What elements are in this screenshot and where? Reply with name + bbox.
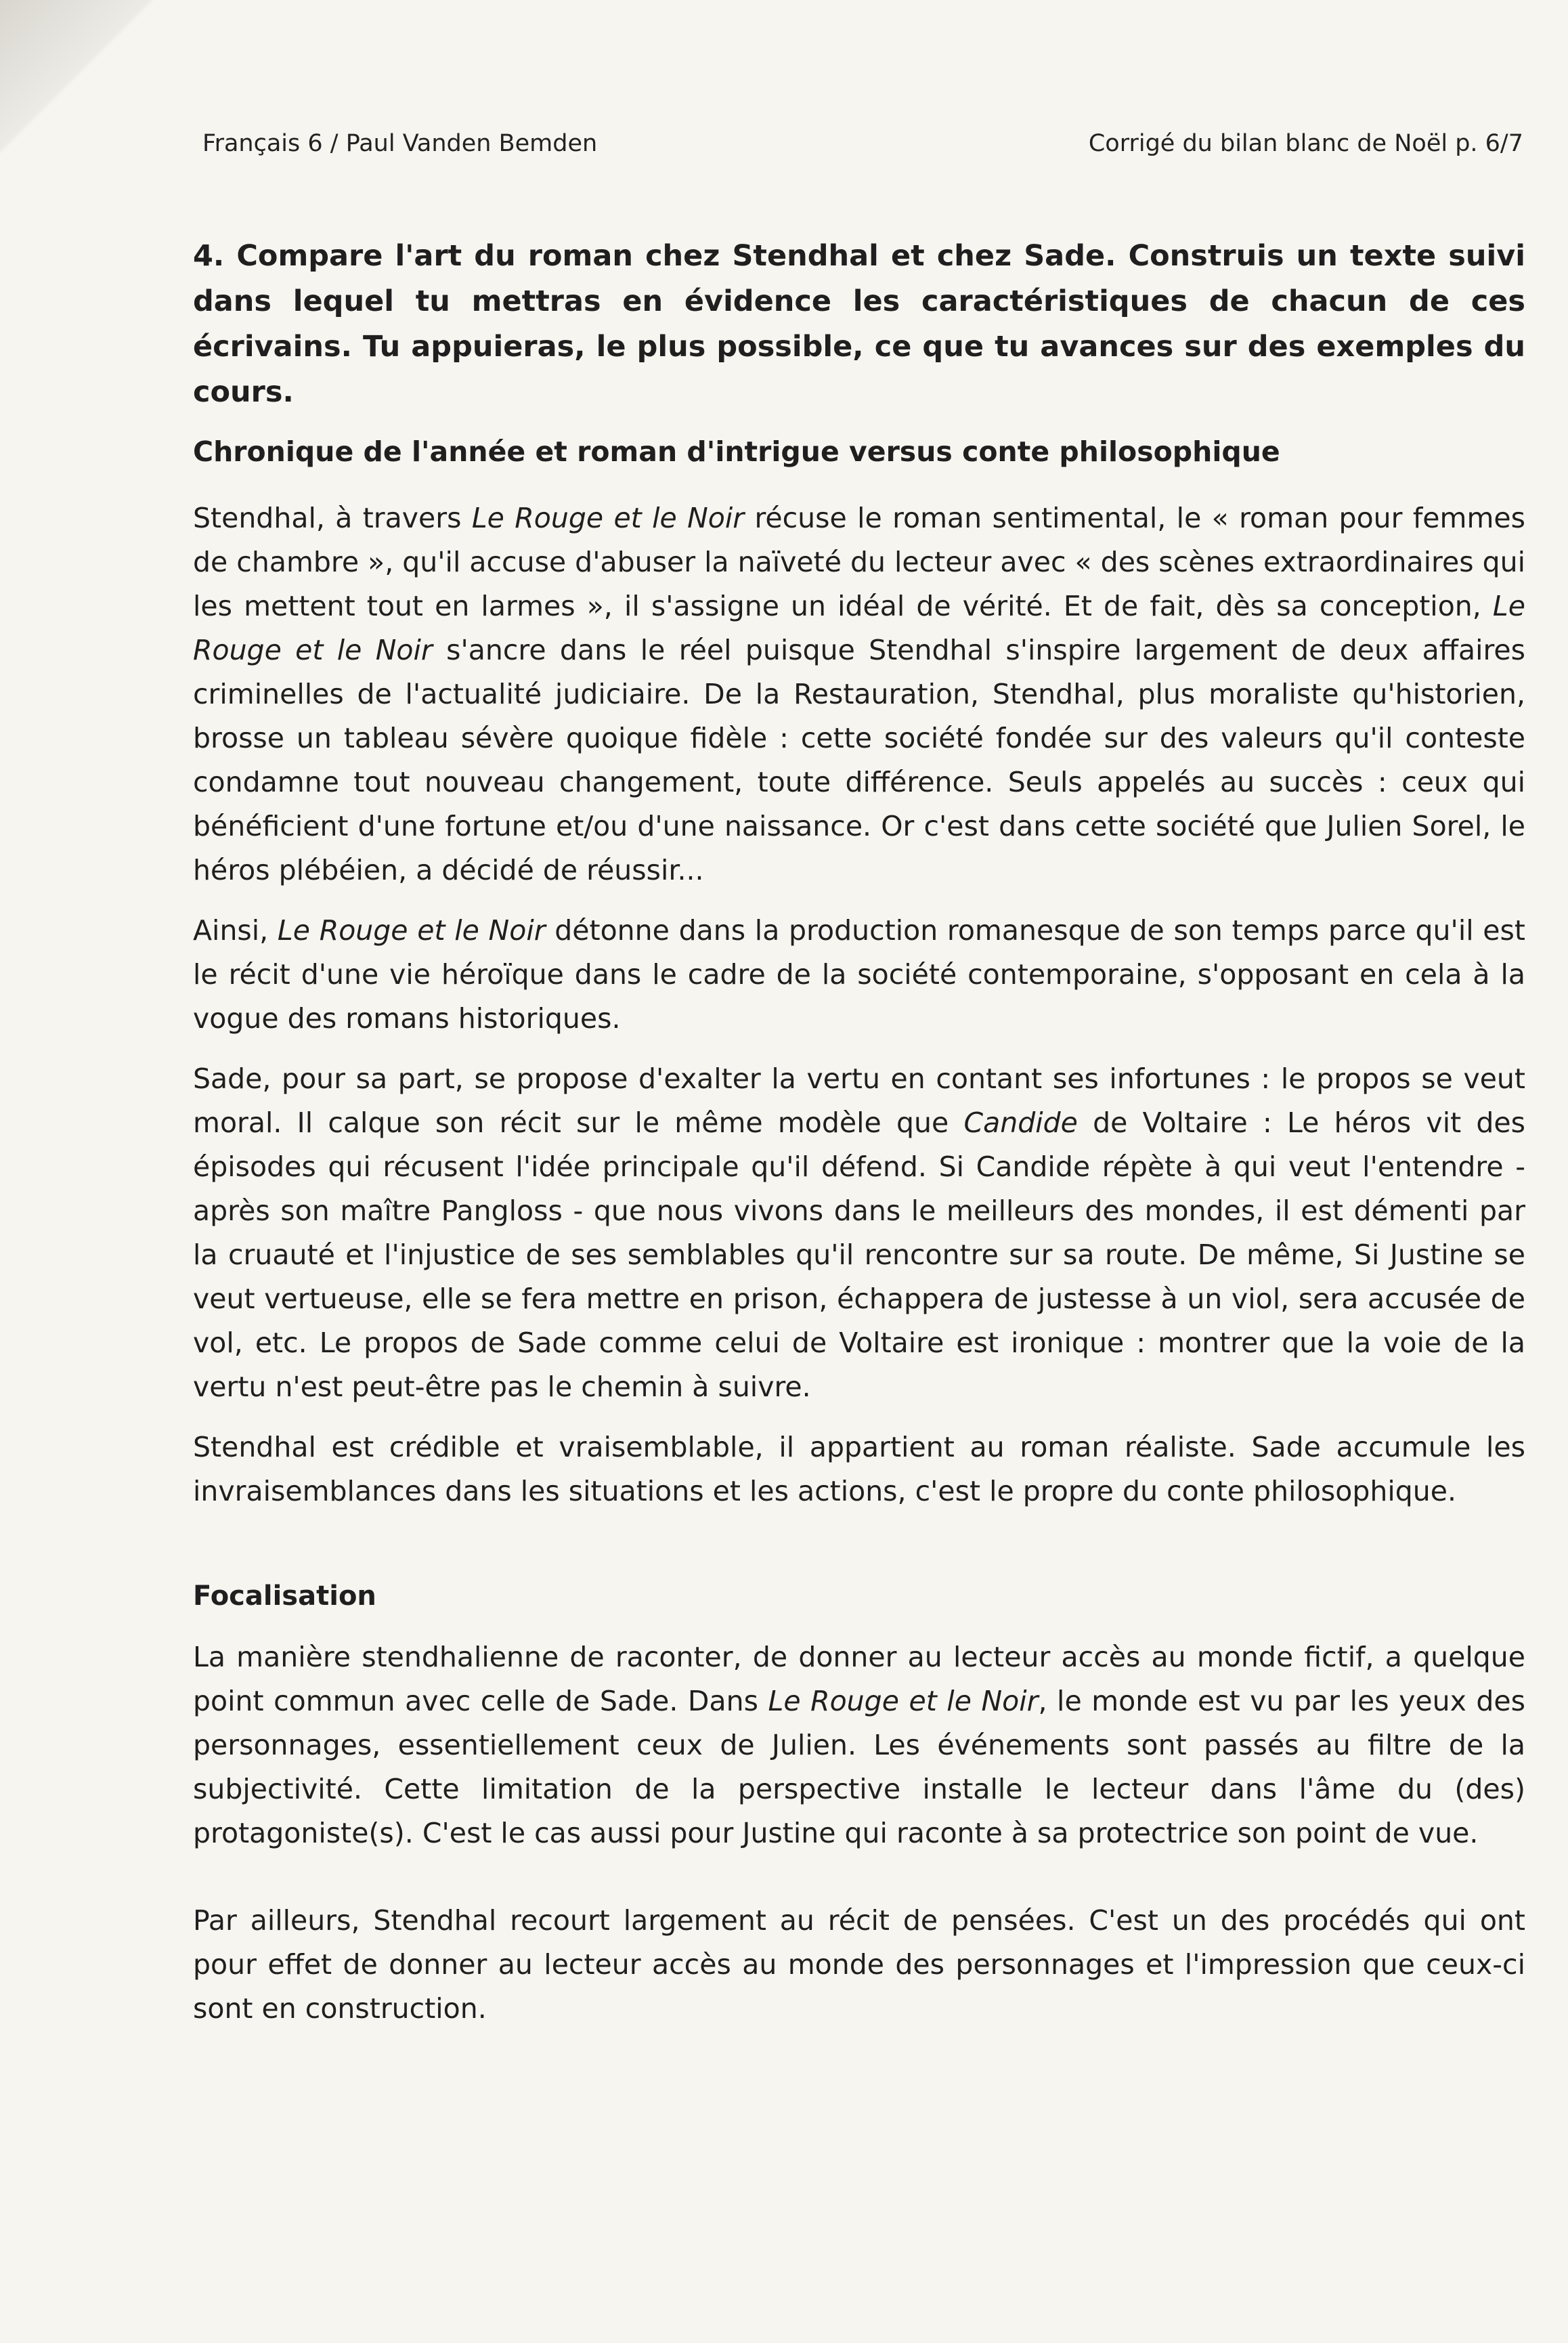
paragraph-sade	[193, 1057, 1525, 1409]
book-title: Le Rouge et le Noir	[277, 914, 546, 947]
text-run: récuse le roman sentimental, le « roman pour femmes de chambre », qu'il accuse d'abuser la naïveté du lecteur avec « des scènes extraordinaires qui les mettent tout en larmes », il s'assigne un idéal de vérité. Et de fait, dès sa conception,	[193, 502, 1525, 622]
book-title: Candide	[963, 1106, 1078, 1139]
text-run: , le monde est vu par les yeux des personnages, essentiellement ceux de Julien. Les événements sont passés au filtre de la subjectivité. Cette limitation de la perspective installe le lecteur dans l'âme du (des) protagoniste(s). C'est le cas aussi pour Justine qui raconte à sa protectrice son point de vue.	[193, 1685, 1525, 1849]
paragraph-recit-pensees: Par ailleurs, Stendhal recourt largement au récit de pensées. C'est un des procédés qui ont pour effet de donner au lecteur accès au monde des personnages et l'impression que ceux-ci sont en construction.	[193, 1904, 1525, 2025]
section-heading-focalisation: Focalisation	[193, 1581, 376, 1612]
text-run: Ainsi,	[193, 914, 278, 947]
book-title: Le Rouge et le Noir	[768, 1685, 1039, 1717]
header-page-info: Corrigé du bilan blanc de Noël p. 6/7	[1088, 130, 1523, 157]
book-title: Le Rouge et le Noir	[193, 590, 1525, 666]
document-body	[193, 234, 1525, 2047]
text-run: La manière stendhalienne de raconter, de donner au lecteur accès au monde fictif, a quelque point commun avec celle de Sade. Dans	[193, 1641, 1525, 1717]
text-run: Sade, pour sa part, se propose d'exalter la vertu en contant ses infortunes : le propos se veut moral. Il calque son récit sur le même modèle que	[193, 1062, 1525, 1139]
question-prompt: 4. Compare l'art du roman chez Stendhal et chez Sade. Construis un texte suivi dans lequel tu mettras en évidence les caractéristiques de chacun de ces écrivains. Tu appuieras, le plus possible, ce que tu avances sur des exemples du cours.	[193, 239, 1525, 409]
text-run: s'ancre dans le réel puisque Stendhal s'inspire largement de deux affaires criminelles de l'actualité judiciaire. De la Restauration, Stendhal, plus moraliste qu'historien, brosse un tableau sévère quoique fidèle : cette société fondée sur des valeurs qu'il conteste condamne tout nouveau changement, toute différence. Seuls appelés au succès : ceux qui bénéficient d'une fortune et/ou d'une naissance. Or c'est dans cette société que Julien Sorel, le héros plébéien, a décidé de réussir...	[193, 634, 1526, 886]
text-run: détonne dans la production romanesque de son temps parce qu'il est le récit d'une vie héroïque dans le cadre de la société contemporaine, s'opposant en cela à la vogue des romans historiques.	[193, 914, 1525, 1035]
paragraph-stendhal-intro	[193, 496, 1525, 893]
text-run: Stendhal, à travers	[193, 502, 472, 534]
paragraph-focalisation	[193, 1635, 1525, 1855]
text-run: de Voltaire : Le héros vit des épisodes qui récusent l'idée principale qu'il défend. Si Candide répète à qui veut l'entendre - après son maître Pangloss - que nous vivons dans le meilleurs des mondes, il est démenti par la cruauté et l'injustice de ses semblables qu'il rencontre sur sa route. De même, Si Justine se veut vertueuse, elle se fera mettre en prison, échappera de justesse à un viol, sera accusée de vol, etc. Le propos de Sade comme celui de Voltaire est ironique : montrer que la voie de la vertu n'est peut-être pas le chemin à suivre.	[193, 1106, 1526, 1403]
document-page	[193, 0, 1530, 2343]
page-fold-corner	[0, 0, 156, 156]
paragraph-stendhal-detonne	[193, 909, 1525, 1041]
section-heading-chronique: Chronique de l'année et roman d'intrigue versus conte philosophique	[193, 435, 1280, 468]
spacer	[193, 1530, 1525, 1576]
page-header	[202, 127, 1523, 168]
spacer	[193, 1872, 1525, 1899]
paragraph-comparison: Stendhal est crédible et vraisemblable, il appartient au roman réaliste. Sade accumule les invraisemblances dans les situations et les actions, c'est le propre du conte philosophique.	[193, 1431, 1525, 1507]
header-course-author: Français 6 / Paul Vanden Bemden	[202, 130, 598, 157]
book-title: Le Rouge et le Noir	[471, 502, 745, 534]
